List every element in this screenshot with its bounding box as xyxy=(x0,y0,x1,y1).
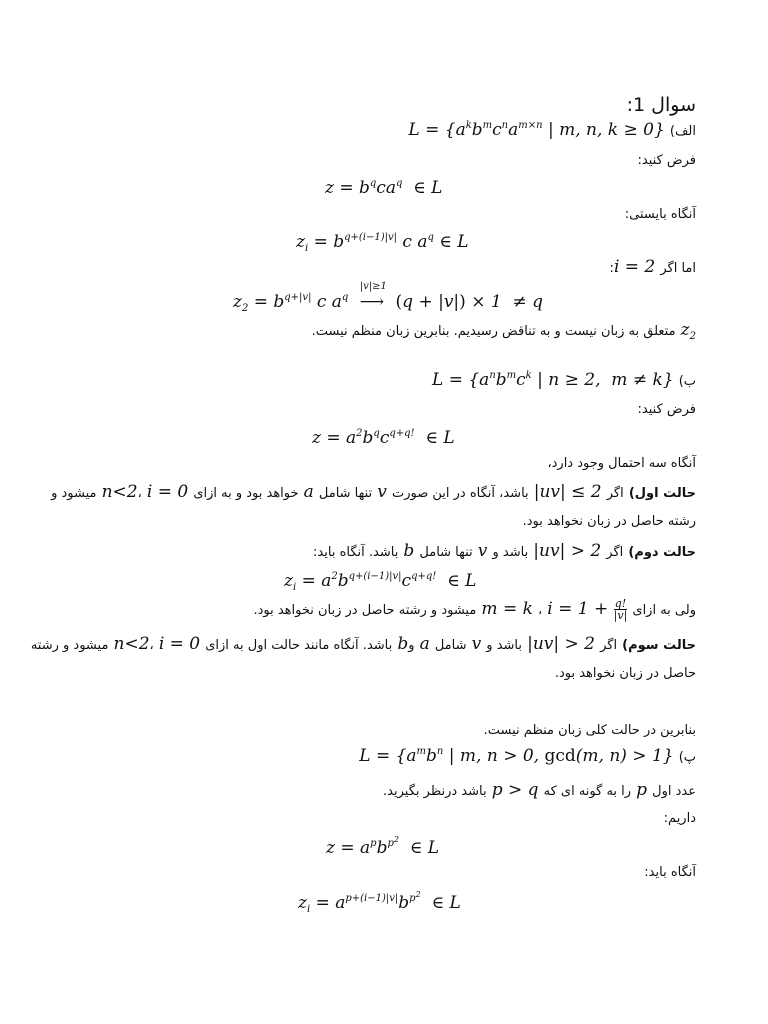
part-b-case2-zi: $z_i = a^2b^{q+(i-1)|v|}c^{q+q!}$ ∈ L xyxy=(284,571,477,593)
part-c-then-must: آنگاه باید: xyxy=(644,865,696,880)
part-b-case1-line2: رشته حاصل در زبان نخواهد بود. xyxy=(522,514,696,529)
part-a-but-if: اما اگر xyxy=(660,261,696,276)
part-c-label: پ) xyxy=(678,750,696,765)
part-c-prime-line: عدد اول p را به گونه ای که p > q باشد درنظر بگیرید. xyxy=(383,780,696,800)
part-c-z: $z = a^pb^{p^2}$ ∈ L xyxy=(326,835,440,858)
implies-arrow: |v|≥1 ⟶ xyxy=(359,281,387,312)
part-a-but-if-line: اما اگر i = 2: xyxy=(609,257,696,277)
part-a-assume: فرض کنید: xyxy=(637,153,696,168)
part-b-case3-line1: حالت سوم) اگر |uv| > 2 باشد و v شامل a وb باشد. آنگاه مانند حالت اول به ازای i = 0 ،n<2 میشود و رشته xyxy=(30,634,696,654)
part-b-conclusion: بنابرین در حالت کلی زبان منظم نیست. xyxy=(483,723,696,738)
part-b-label: ب) xyxy=(678,374,696,389)
part-a-i-eq: i = 2 xyxy=(613,257,656,277)
part-b-z: $z = a^2b^qc^{q+q!}$ ∈ L xyxy=(312,428,455,448)
part-b-case3-line2: حاصل در زبان نخواهد بود. xyxy=(554,666,696,681)
part-a-label: الف) xyxy=(669,124,696,139)
part-a-z2: $z_2 = b^{q+|v|}$ c $a^q$ |v|≥1 ⟶ (q + |v|) × 1 ≠ q xyxy=(233,281,544,314)
question-title: سوال 1: xyxy=(626,94,696,116)
part-a-zi: $z_i = b^{q+(i-1)|v|}$ c $a^q$ ∈ L xyxy=(296,232,469,254)
case1-title: حالت اول) xyxy=(628,486,696,501)
part-b-language: $L = \{a^nb^mc^k$ | n ≥ 2, m ≠ k} xyxy=(432,370,674,390)
case3-title: حالت سوم) xyxy=(622,638,696,653)
part-c-zi: $z_i = a^{p+(i-1)|v|}b^{p^2}$ ∈ L xyxy=(298,890,461,915)
part-a-z: $z = b^qca^q$ ∈ L xyxy=(325,178,443,198)
part-b-assume: فرض کنید: xyxy=(637,402,696,417)
part-b-case2-line2: ولی به ازای i = 1 + $\frac{q!}{|v|}$ ، m = k میشود و رشته حاصل در زبان نخواهد بود. xyxy=(253,597,696,622)
case2-title: حالت دوم) xyxy=(628,545,696,560)
part-a-conclusion: متعلق به زبان نیست و به تناقض رسیدیم. بنابرین زبان منظم نیست. xyxy=(311,324,676,339)
part-c-language-line xyxy=(359,748,696,765)
part-b-case1-line1: حالت اول) اگر |uv| ≤ 2 باشد، آنگاه در این صورت v تنها شامل a خواهد بود و به ازای i = 0 ،n<2 میشود و xyxy=(51,482,696,502)
part-a-language-line xyxy=(408,122,696,139)
part-a-conclusion-line xyxy=(311,320,696,342)
part-b-three-cases: آنگاه سه احتمال وجود دارد، xyxy=(547,456,696,471)
part-b-language-line xyxy=(432,372,696,389)
part-b-case2-line1: حالت دوم) اگر |uv| > 2 باشد و v تنها شامل b باشد. آنگاه باید: xyxy=(313,541,696,561)
part-a-then-must: آنگاه بایستی: xyxy=(624,207,696,222)
part-c-language: $L = \{a^mb^n$ | m, n > 0, gcd(m, n) > 1} xyxy=(359,746,674,766)
part-a-z2-ref: $z_2$ xyxy=(680,320,696,342)
part-c-we-have: داریم: xyxy=(663,811,696,826)
part-a-language: $L = \{a^kb^mc^na^{m\times n}$ | m, n, k ≥ 0} xyxy=(408,120,665,140)
